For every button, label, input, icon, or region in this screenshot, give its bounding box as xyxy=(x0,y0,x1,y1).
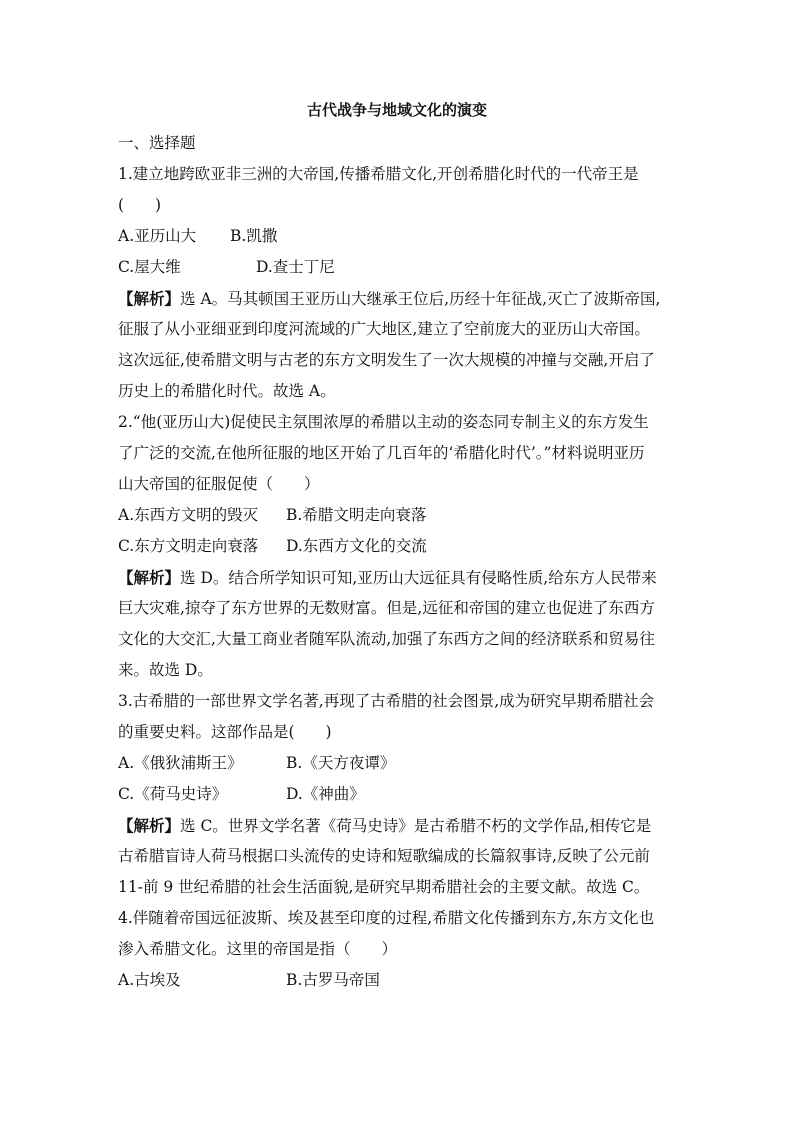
option-a: A.东西方文明的毁灭 xyxy=(118,506,259,524)
analysis-text: 选 C。世界文学名著《荷马史诗》是古希腊不朽的文学作品,相传它是 xyxy=(180,817,652,835)
question-stem: 山大帝国的征服促使（ ） xyxy=(118,475,320,493)
option-row xyxy=(118,965,678,996)
analysis xyxy=(118,562,678,593)
analysis-tag: 【解析】 xyxy=(118,568,181,587)
analysis-text: 这次远征,使希腊文明与古老的东方文明发生了一次大规模的冲撞与交融,开启了 xyxy=(118,351,655,369)
option-row xyxy=(118,500,678,531)
option-row xyxy=(118,748,678,779)
analysis-text: 选 D。结合所学知识可知,亚历山大远征具有侵略性质,给东方人民带来 xyxy=(180,569,657,587)
analysis-text: 征服了从小亚细亚到印度河流域的广大地区,建立了空前庞大的亚历山大帝国。 xyxy=(118,320,650,338)
question-stem: 3.古希腊的一部世界文学名著,再现了古希腊的社会图景,成为研究早期希腊社会 xyxy=(118,692,655,710)
analysis-text: 选 A。马其顿国王亚历山大继承王位后,历经十年征战,灭亡了波斯帝国, xyxy=(180,290,661,308)
option-c: C.《荷马史诗》 xyxy=(118,785,228,803)
option-c: C.屋大维 xyxy=(118,258,181,276)
analysis-tag: 【解析】 xyxy=(118,289,181,308)
option-row xyxy=(118,221,678,252)
question-stem: 了广泛的交流,在他所征服的地区开始了几百年的‘希腊化时代’。”材料说明亚历 xyxy=(118,444,645,462)
option-row xyxy=(118,252,678,283)
analysis-text: 古希腊盲诗人荷马根据口头流传的史诗和短歌编成的长篇叙事诗,反映了公元前 xyxy=(118,847,650,865)
option-b: B.凯撒 xyxy=(230,227,278,245)
option-a: A.古埃及 xyxy=(118,971,181,989)
question-stem: 的重要史料。这部作品是( ) xyxy=(118,723,332,741)
analysis-text: 文化的大交汇,大量工商业者随军队流动,加强了东西方之间的经济联系和贸易往 xyxy=(118,630,655,648)
question-3 xyxy=(118,686,678,903)
question-1 xyxy=(118,159,678,407)
analysis-text: 巨大灾难,掠夺了东方世界的无数财富。但是,远征和帝国的建立也促进了东西方 xyxy=(118,599,655,617)
question-stem: 渗入希腊文化。这里的帝国是指（ ） xyxy=(118,940,398,958)
document-body xyxy=(118,128,678,996)
option-a: A.《俄狄浦斯王》 xyxy=(118,754,243,772)
analysis-text: 来。故选 D。 xyxy=(118,661,213,679)
option-c: C.东方文明走向衰落 xyxy=(118,537,259,555)
question-2 xyxy=(118,407,678,686)
option-b: B.古罗马帝国 xyxy=(286,971,380,989)
option-d: D.查士丁尼 xyxy=(256,258,335,276)
option-a: A.亚历山大 xyxy=(118,227,197,245)
analysis xyxy=(118,810,678,841)
analysis-tag: 【解析】 xyxy=(118,816,181,835)
page-title: 古代战争与地域文化的演变 xyxy=(306,101,487,119)
question-stem: 4.伴随着帝国远征波斯、埃及甚至印度的过程,希腊文化传播到东方,东方文化也 xyxy=(118,909,655,927)
option-b: B.《天方夜谭》 xyxy=(286,754,396,772)
option-d: D.东西方文化的交流 xyxy=(286,537,427,555)
question-4 xyxy=(118,903,678,996)
question-stem: 2.“他(亚历山大)促使民主氛围浓厚的希腊以主动的姿态同专制主义的东方发生 xyxy=(118,413,649,431)
question-stem: 1.建立地跨欧亚非三洲的大帝国,传播希腊文化,开创希腊化时代的一代帝王是 xyxy=(118,165,639,183)
option-b: B.希腊文明走向衰落 xyxy=(286,506,427,524)
question-stem: ( ) xyxy=(118,196,162,214)
analysis xyxy=(118,283,678,314)
section-heading: 一、选择题 xyxy=(118,134,196,152)
analysis-text: 历史上的希腊化时代。故选 A。 xyxy=(118,382,336,400)
option-d: D.《神曲》 xyxy=(286,785,365,803)
analysis-text: 11-前 9 世纪希腊的社会生活面貌,是研究早期希腊社会的主要文献。故选 C。 xyxy=(118,878,650,896)
option-row xyxy=(118,531,678,562)
option-row xyxy=(118,779,678,810)
